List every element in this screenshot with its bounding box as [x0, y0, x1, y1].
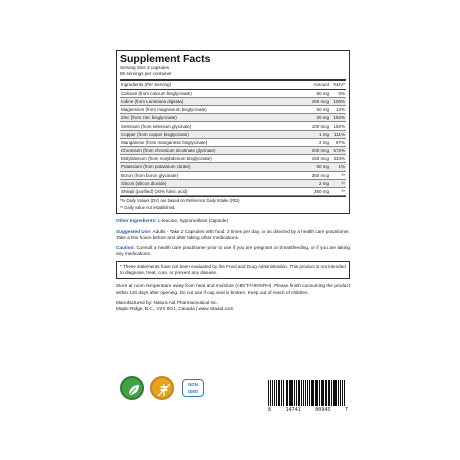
ingredient-name: Iodine (from Laminaria digitata)	[120, 97, 302, 105]
other-ingredients-label: Other Ingredients:	[116, 218, 157, 224]
ingredient-name: Molybdenum (from molybdenum bisglycinate)	[120, 155, 302, 163]
other-ingredients	[116, 218, 350, 224]
ingredient-dv: 5%	[330, 89, 346, 97]
barcode-bar	[315, 380, 317, 406]
barcode-bar	[331, 380, 332, 406]
ingredient-name: Manganese (from manganese bisglycinate)	[120, 138, 302, 146]
ingredient-name: Magnesium (from magnesium bisglycinate)	[120, 106, 302, 114]
gluten-free-wheat-icon	[150, 376, 174, 400]
caution-text: Consult a health care practitioner prior to use if you are pregnant or breastfeeding, or if you are taking any medications.	[116, 244, 350, 257]
ingredient-dv: **	[330, 179, 346, 187]
header-amount: Amount	[302, 81, 330, 89]
barcode	[268, 380, 348, 414]
table-row	[120, 163, 346, 171]
ingredient-name: Silicon (silicon dioxide)	[120, 179, 302, 187]
ingredient-name: Zinc (from zinc bisglycinate)	[120, 114, 302, 122]
ingredient-dv: 182%	[330, 122, 346, 130]
table-row	[120, 89, 346, 97]
ingredient-name: Copper (from copper bisglycinate)	[120, 130, 302, 138]
ingredient-amount: 150 mcg	[302, 97, 330, 105]
barcode-digit: 7	[344, 407, 348, 413]
vegan-leaf-icon	[120, 376, 144, 400]
table-row	[120, 114, 346, 122]
ingredient-amount: 200 mcg	[302, 147, 330, 155]
ingredient-amount: 1 mg	[302, 130, 330, 138]
ingredient-amount: 60 mg	[302, 89, 330, 97]
supplement-label	[116, 50, 350, 312]
ingredient-dv: 87%	[330, 138, 346, 146]
barcode-digit: 00945	[315, 407, 331, 413]
ingredient-amount: 100 mcg	[302, 122, 330, 130]
barcode-bar	[328, 380, 330, 406]
ingredient-dv: 100%	[330, 97, 346, 105]
barcode-bar	[344, 380, 345, 406]
ingredient-amount: 50 mg	[302, 163, 330, 171]
barcode-bar	[311, 380, 313, 406]
barcode-bar	[309, 380, 310, 406]
ingredients-table	[120, 81, 346, 196]
table-row	[120, 147, 346, 155]
footnote-not-established: ** Daily value not established.	[120, 204, 176, 210]
ingredient-amount: 50 mg	[302, 106, 330, 114]
non-gmo-badge	[182, 379, 204, 397]
storage-instructions: Store at room temperature away from heat and moisture (<85°F/<60%RH). Please finish consuming the product within 120 days after opening. Do not use if cap seal is broken. Keep out of reach of children.	[116, 283, 350, 295]
table-row	[120, 155, 346, 163]
ingredient-amount: 150 mcg	[302, 155, 330, 163]
ingredient-dv: **	[330, 187, 346, 195]
ingredient-amount: 2 mg	[302, 179, 330, 187]
barcode-bar	[270, 380, 271, 406]
ingredient-dv: 1%	[330, 163, 346, 171]
suggested-use	[116, 229, 350, 241]
barcode-bar	[287, 380, 288, 406]
header-dv: %DV*	[330, 81, 346, 89]
barcode-bar	[283, 380, 285, 406]
other-ingredients-text: L-leucine, hypromellose (capsule)	[157, 218, 229, 224]
ingredient-name: Boron (from boron glycinate)	[120, 171, 302, 179]
ingredient-name: Chromium (from chromium nicotinate glycinate)	[120, 147, 302, 155]
manufacturer-name: Manufactured by: Natura Aid Pharmaceutical Inc.	[116, 299, 218, 305]
barcode-bar	[313, 380, 314, 406]
ingredient-dv: 111%	[330, 130, 346, 138]
barcode-digit: 8	[268, 407, 272, 413]
barcode-bar	[289, 380, 291, 406]
barcode-digit: 14741	[285, 407, 301, 413]
ingredient-dv: 572%	[330, 147, 346, 155]
barcode-bar	[334, 380, 336, 406]
ingredient-amount: 350 mcg	[302, 171, 330, 179]
table-row	[120, 130, 346, 138]
barcode-bar	[301, 380, 302, 406]
manufacturer-address: Maple Ridge, B.C., V2X 8G1, Canada | www.vitaaid.com	[116, 305, 234, 311]
ingredient-amount: 20 mg	[302, 114, 330, 122]
suggested-use-label: Suggested Use:	[116, 228, 152, 234]
ingredient-dv: 182%	[330, 114, 346, 122]
manufacturer-info	[116, 300, 350, 312]
barcode-bar	[298, 380, 300, 406]
non-gmo-top: NON	[188, 382, 198, 387]
table-row	[120, 138, 346, 146]
ingredient-name: Potassium (from potassium citrate)	[120, 163, 302, 171]
supplement-facts-title: Supplement Facts	[120, 53, 211, 65]
footnote-dv: *% Daily Values (DV) are based on Reference Daily Intake (RDI)	[120, 198, 240, 204]
caution-label: Caution:	[116, 244, 136, 250]
barcode-bar	[326, 380, 327, 406]
supplement-facts-panel	[116, 50, 350, 214]
table-header-row	[120, 81, 346, 89]
fda-statement: * These statements have not been evaluated by the Food and Drug Administration. This product is not intended to diagnose, treat, cure, or prevent any disease.	[116, 261, 350, 279]
ingredient-name: Shilajit (purified) (20% fulvic acid)	[120, 187, 302, 195]
barcode-bar	[340, 380, 342, 406]
barcode-bar	[305, 380, 307, 406]
servings-per-container: 56 servings per container	[120, 71, 172, 76]
non-gmo-bottom: GMO	[187, 389, 199, 394]
ingredient-dv: 12%	[330, 106, 346, 114]
barcode-bar	[319, 380, 320, 406]
barcode-bar	[278, 380, 280, 406]
barcode-bar	[296, 380, 297, 406]
header-ingredient: Ingredients (Per Serving)	[120, 81, 302, 89]
table-row	[120, 171, 346, 179]
table-row	[120, 122, 346, 130]
table-row	[120, 97, 346, 105]
ingredient-amount: 2 mg	[302, 138, 330, 146]
barcode-bar	[272, 380, 274, 406]
ingredient-name: Calcium (from calcium bisglycinate)	[120, 89, 302, 97]
barcode-bar	[274, 380, 275, 406]
ingredient-name: Selenium (from selenium glycinate)	[120, 122, 302, 130]
barcode-bars-icon	[268, 380, 348, 406]
barcode-bar	[291, 380, 293, 406]
table-row	[120, 106, 346, 114]
barcode-bar	[322, 380, 324, 406]
barcode-digits	[268, 407, 348, 413]
caution	[116, 245, 350, 257]
ingredient-dv: 333%	[330, 155, 346, 163]
ingredient-amount: 250 mg	[302, 187, 330, 195]
table-row	[120, 187, 346, 195]
ingredient-dv: **	[330, 171, 346, 179]
serving-size: Serving Size 2 capsules	[120, 65, 170, 70]
suggested-use-text: Adults - Take 2 Capsules with food, 2 times per day, or as directed by a health care practitioner. Take a few hours before and after taking other medications.	[116, 228, 350, 240]
table-row	[120, 179, 346, 187]
